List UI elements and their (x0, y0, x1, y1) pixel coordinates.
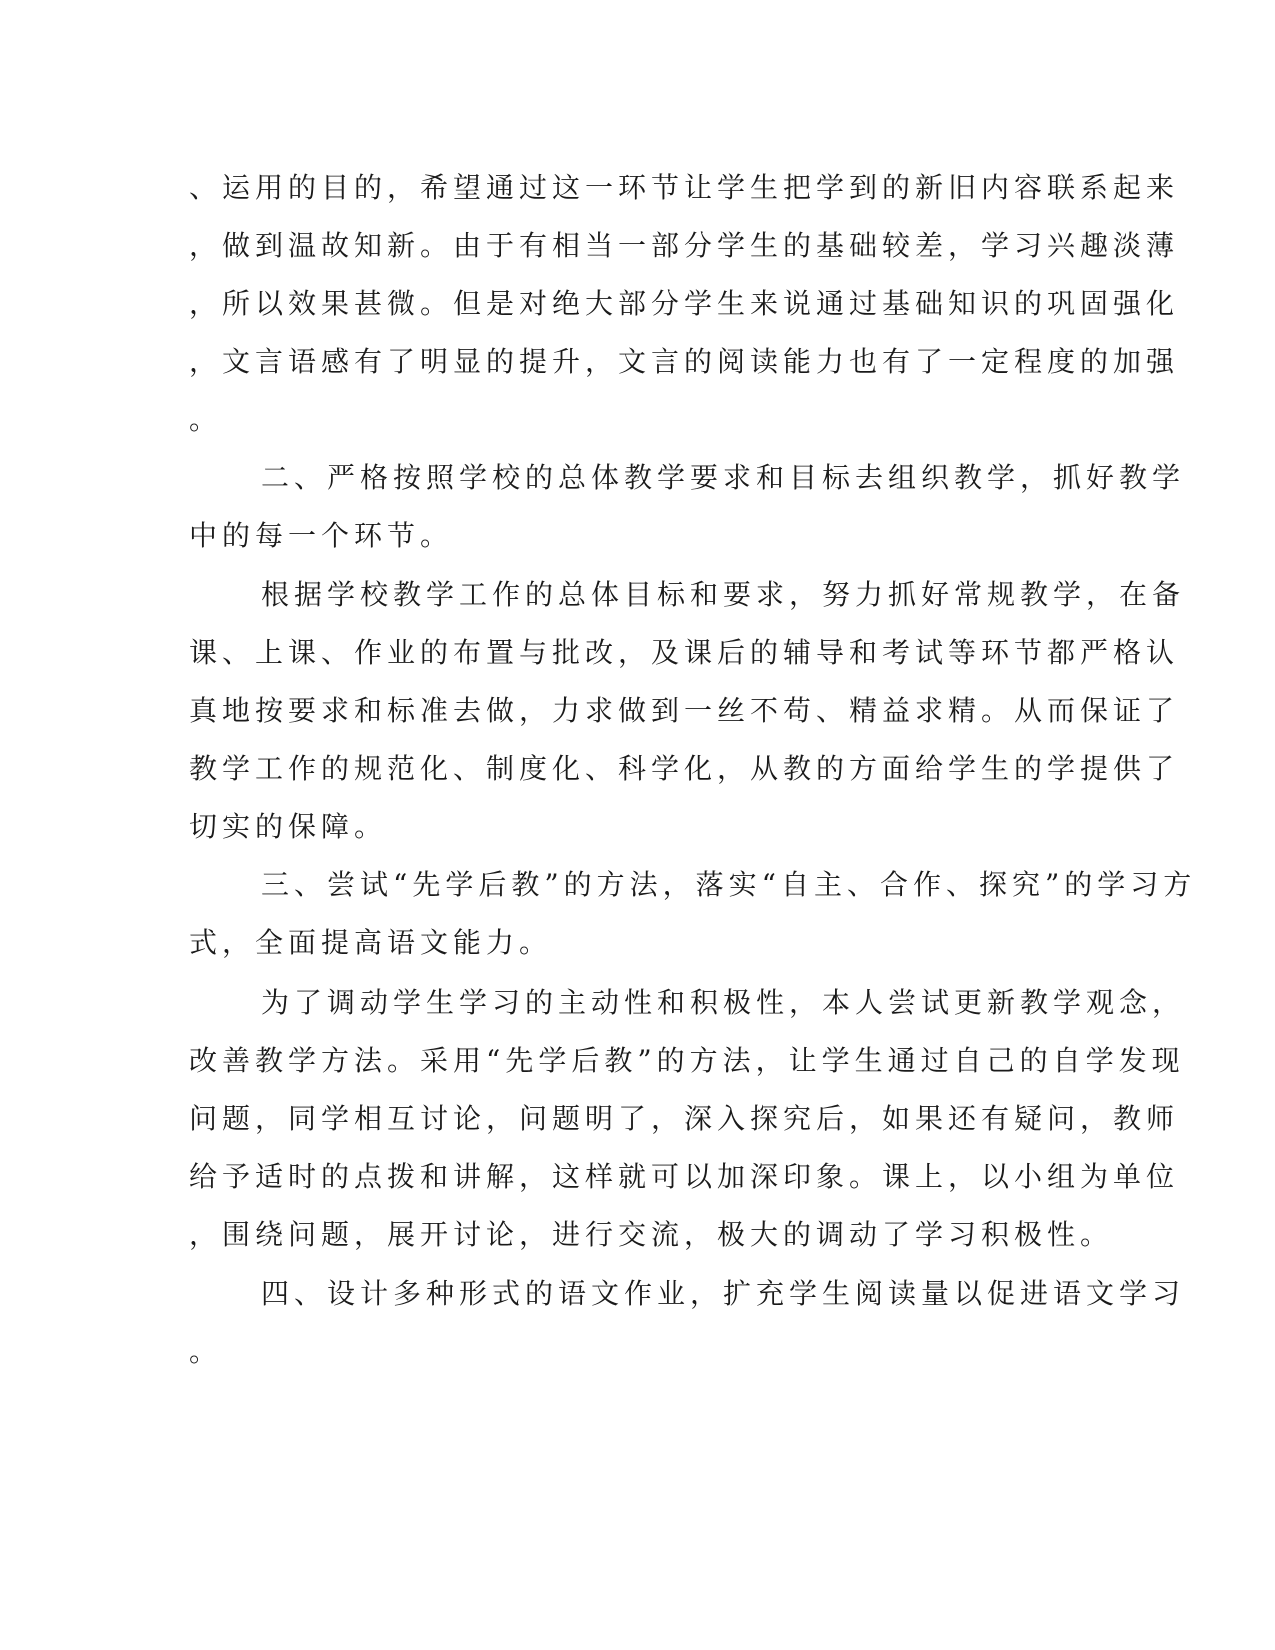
paragraph-line: ，围绕问题，展开讨论，进行交流，极大的调动了学习积极性。 (189, 1218, 1114, 1251)
paragraph-line: 给予适时的点拨和讲解，这样就可以加深印象。课上，以小组为单位 (189, 1160, 1180, 1193)
paragraph-line: 为了调动学生学习的主动性和积极性，本人尝试更新教学观念， (261, 986, 1186, 1019)
paragraph-line: 问题，同学相互讨论，问题明了，深入探究后，如果还有疑问，教师 (189, 1102, 1180, 1135)
paragraph-line: 切实的保障。 (189, 810, 388, 843)
section-heading: 。 (189, 1335, 223, 1368)
text-line: 、运用的目的，希望通过这一环节让学生把学到的新旧内容联系起来 (189, 171, 1180, 204)
section-heading: 三、尝试“先学后教”的方法，落实“自主、合作、探究”的学习方 (261, 868, 1197, 901)
paragraph-line: 根据学校教学工作的总体目标和要求，努力抓好常规教学，在备 (261, 578, 1186, 611)
text-line: 。 (189, 403, 223, 436)
text-line: ，所以效果甚微。但是对绝大部分学生来说通过基础知识的巩固强化 (189, 287, 1180, 320)
paragraph-line: 真地按要求和标准去做，力求做到一丝不苟、精益求精。从而保证了 (189, 694, 1180, 727)
section-heading: 四、设计多种形式的语文作业，扩充学生阅读量以促进语文学习 (261, 1277, 1186, 1310)
section-heading: 中的每一个环节。 (189, 519, 454, 552)
section-heading: 二、严格按照学校的总体教学要求和目标去组织教学，抓好教学 (261, 461, 1186, 494)
text-line: ，做到温故知新。由于有相当一部分学生的基础较差，学习兴趣淡薄 (189, 229, 1180, 262)
text-line: ，文言语感有了明显的提升，文言的阅读能力也有了一定程度的加强 (189, 345, 1180, 378)
paragraph-line: 教学工作的规范化、制度化、科学化，从教的方面给学生的学提供了 (189, 752, 1180, 785)
section-heading: 式，全面提高语文能力。 (189, 926, 553, 959)
paragraph-line: 课、上课、作业的布置与批改，及课后的辅导和考试等环节都严格认 (189, 636, 1180, 669)
paragraph-line: 改善教学方法。采用“先学后教”的方法，让学生通过自己的自学发现 (189, 1044, 1185, 1077)
